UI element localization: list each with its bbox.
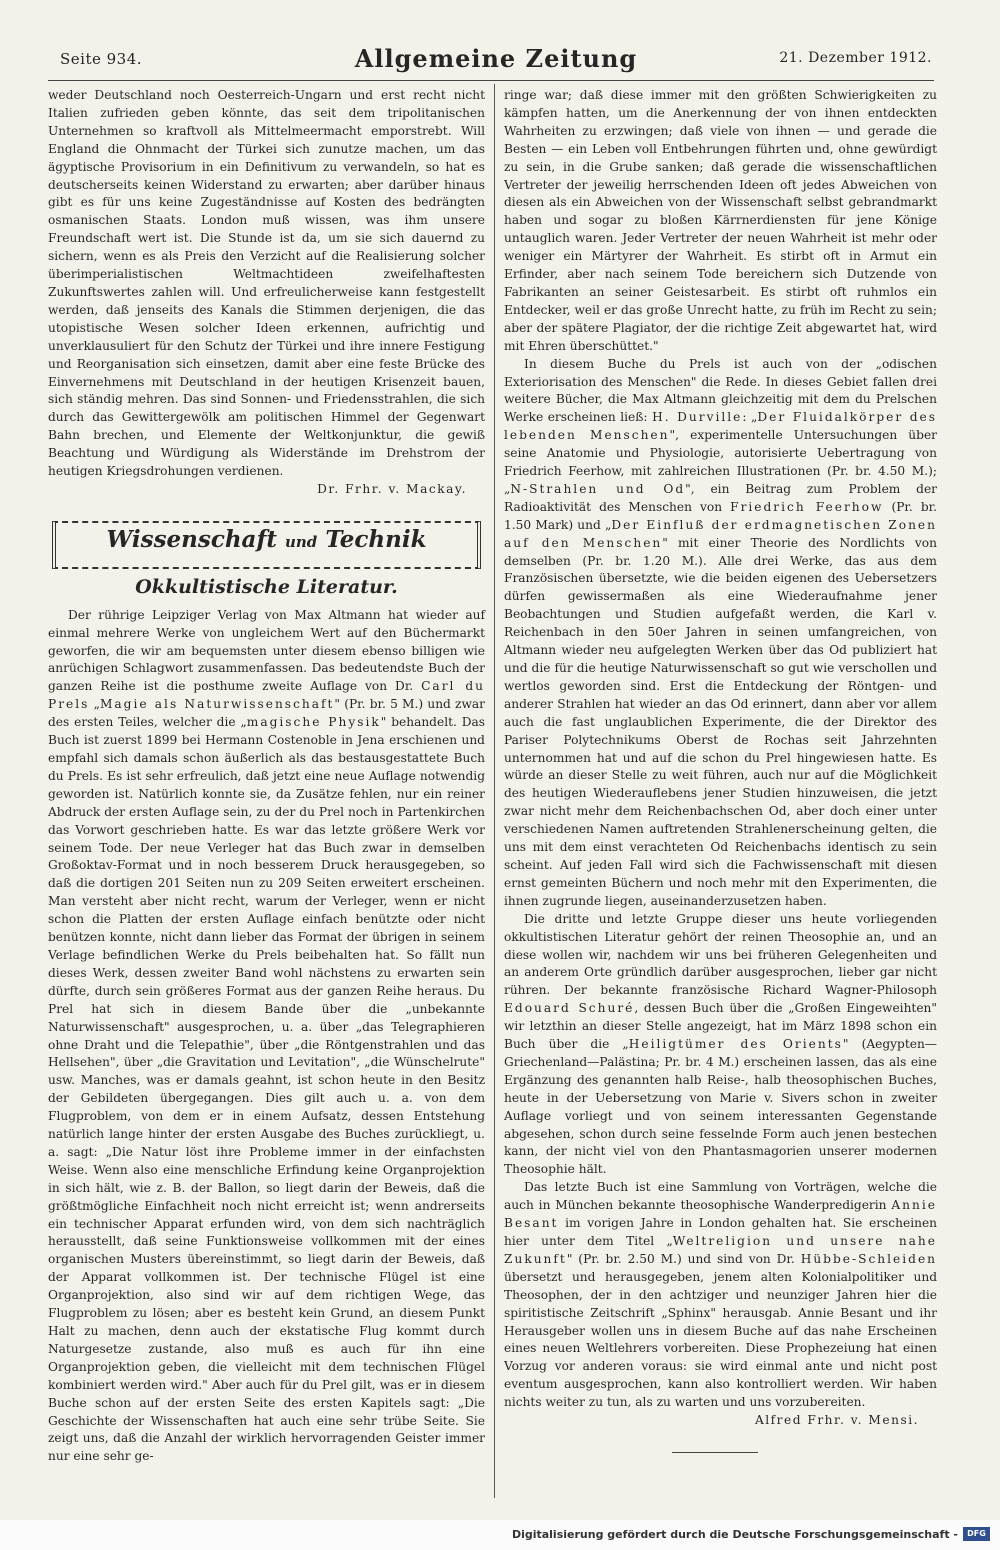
text-run: (Pr. br. 1.50 Mark) und „ (504, 499, 937, 532)
text-run: " behandelt. Das Buch ist zuerst 1899 bei Hermann Costenoble in Jena erschienen und empfahl sich damals schon äußerlich als das bestausgestattete Buch du Prels. Es ist sehr erfreulich, daß jetzt eine neue Auflage notwendig geworden ist. Natürlich konnte sie, da Zusätze fehlen, nur ein reiner Abdruck der ersten Auflage sein, zu der du Prel noch in Partenkirchen das Vorwort geschrieben hatte. Es war das letzte größere Werk vor seinem Tode. Der neue Verleger hat das Buch zwar in demselben Großoktav-Format und in noch besserem Druck herausgegeben, so daß die dortigen 201 Seiten nun zu 209 Seiten erweitert erscheinen. Man versteht aber nicht recht, warum der Verleger, wenn er nicht schon die Platten der ersten Auflage einfach benützte oder nicht benützen konnte, nicht dann lieber das Format der übrigen in seinem Verlage befindlichen Werke du Prels beibehalten hat. So fällt nun dieses Werk, dessen zweiter Band wohl nächstens zu erwarten sein dürfte, durch sein größeres Format aus der ganzen Reihe heraus. Du Prel hat sich in diesem Bande über die „unbekannte Naturwissenschaft" ausgesprochen, u. a. über „das Telegraphieren ohne Draht und die Telepathie", über „die Röntgenstrahlen und das Hellsehen", über „die Gravitation und Levitation", „die Wünschelrute" usw. Manches, was er damals geahnt, ist schon heute in den Besitz der Gebildeten übergegangen. Dies gilt auch u. a. von dem Flugproblem, von dem er in einem Aufsatz, dessen Entstehung natürlich lange hinter der ersten Ausgabe des Buches zurückliegt, u. a. sagt: „Die Natur löst ihre Probleme immer in der einfachsten Weise. Wenn also eine menschliche Erfindung keine Organprojektion in sich hält, wie z. B. der Ballon, so liegt darin der Beweis, daß die größtmögliche Einfachheit noch nicht erreicht ist; wenn andrerseits ein technischer Apparat erfunden wird, von dem sich nachträglich herausstellt, daß seine Funktionsweise vollkommen mit der eines organischen Musters übereinstimmt, so liegt darin der Beweis, daß der Apparat vollkommen ist. Der technische Flügel ist eine Organprojektion, also sind wir auf dem richtigen Wege, das Flugproblem zu lösen; aber es besteht kein Grund, an diesem Punkt Halt zu machen, denn auch der ekstatische Flug kommt durch Naturgesetze zustande, also muß es auch für ihn eine Organprojektion geben, die vielleicht mit dem technischen Flügel kombiniert werden wird." Aber auch für du Prel gilt, was er in diesem Buche schon auf der ersten Seite des ersten Kapitels sagt: „Die Geschichte der Wissenschaften hat auch eine sehr trübe Seite. Sie zeigt uns, daß die Anzahl der wirklich hervorragenden Geister immer nur eine sehr ge- (48, 715, 485, 1464)
text-run: ", ein Beitrag zum Problem der Radioaktivität des Menschen von (504, 481, 937, 514)
text-run: Der rührige Leipziger Verlag von Max Altmann hat wieder auf einmal mehrere Werke von ungleichem Wert auf den Büchermarkt geworfen, die wir am bequemsten unter diesem ebenso billigen wie anrüchigen Schlagwort zusammenfassen. Das bedeutendste Buch der ganzen Reihe ist die posthume zweite Auflage von Dr. (48, 607, 485, 694)
text-run: im vorigen Jahre in London gehalten hat. Sie erscheinen hier unter dem Titel „ (504, 1216, 938, 1248)
book-title: Heiligtümer des Orients (628, 1037, 843, 1052)
text-run: Das letzte Buch ist eine Sammlung von Vorträgen, welche die auch in München bekannte theosophische Wanderpredigerin (504, 1180, 937, 1213)
book-title: Weltreligion und unsere nahe Zukunft (504, 1234, 937, 1266)
author-name: Hübbe-Schleiden (800, 1251, 938, 1266)
signature-mackay: Dr. Frhr. v. Mackay. (317, 481, 467, 496)
page-header (60, 44, 932, 78)
left-paragraph-1: weder Deutschland noch Oesterreich-Ungarn und erst recht nicht Italien zufrieden geben könnte, das seit dem tripolitanischen Unternehmen so kraftvoll als Mittelmeermacht emporstrebt. Will England die Ohnmacht der Türkei sich zunutze machen, um das ägyptische Provisorium in ein Definitivum zu verwandeln, so hat es deutscherseits keinen Widerstand zu erwarten; aber darüber hinaus gibt es für uns keine Zugeständnisse auf Kosten des bedrängten osmanischen Staats. London muß wissen, was ihm unsere Freundschaft wert ist. Die Stunde ist da, um sie sich dauernd zu sichern, wenn es als Preis den Verzicht auf die Realisierung solcher überimperialistischen Weltmachtideen zweifelhaftesten Zukunftswertes zahlen will. Und erfreulicherweise kann festgestellt werden, daß jenseits des Kanals die Stimmen derjenigen, die das utopistische Wesen solcher Ideen erkennen, aufrichtig und unverklausuliert für den Schutz der Türkei und ihre innere Festigung und Reorganisation sich einsetzen, damit aber eine feste Brücke des Einvernehmens mit Deutschland in der heutigen Krisenzeit bauen, sich ständig mehren. Das sind Sonnen- und Friedensstrahlen, die sich durch das Gewittergewölk am politischen Himmel der Gegenwart Bahn brechen, und Elemente der Weltkonjunktur, die gewiß Beachtung und Würdigung als Widerstände im Drehstrom der heutigen Kriegsdrohungen verdienen. (48, 88, 485, 479)
page-number: Seite 934. (60, 50, 143, 68)
right-paragraph-1: ringe war; daß diese immer mit den größten Schwierigkeiten zu kämpfen hatten, um die Anerkennung der von ihnen entdeckten Wahrheiten zu erzwingen; daß viele von ihnen — und gerade die Besten — ein Leben voll Entbehrungen führten und, ohne gewürdigt zu sein, in die Grube sanken; daß gerade die wissenschaftlichen Vertreter der jeweilig herrschenden Ideen oft jedes Abweichen von diesen als ein Abweichen von der Wissenschaft selbst gebrandmarkt haben und sogar zu bloßen Kärrnerdiensten für jene Könige untauglich waren. Jeder Vertreter der neuen Wahrheit ist mehr oder weniger ein Märtyrer der Wahrheit. Es stirbt oft in Armut ein Erfinder, aber nach seinem Tode bereichern sich Dutzende von Fabrikanten an seiner Geistesarbeit. Es stirbt oft ruhmlos ein Entdecker, weil er das große Unrecht hatte, zu früh im Recht zu sein; aber der spätere Plagiator, der die richtige Zeit abgewartet hat, wird mit Ehren überschüttet." (504, 88, 937, 353)
book-title: Der Einfluß der erdmagnetischen Zonen auf den Menschen (504, 517, 937, 550)
masthead: Allgemeine Zeitung (354, 44, 638, 73)
right-paragraph-4 (504, 1179, 937, 1412)
issue-date: 21. Dezember 1912. (779, 50, 932, 66)
article-title: Okkultistische Literatur. (135, 575, 398, 598)
right-paragraph-3 (504, 911, 937, 1180)
column-divider (494, 84, 495, 1498)
right-paragraph-2 (504, 356, 937, 911)
section-heading (52, 525, 481, 553)
funding-credit: Digitalisierung gefördert durch die Deutsche Forschungsgemeinschaft - (511, 1528, 958, 1541)
book-title: Der Fluidalkörper des lebenden Menschen (504, 410, 937, 443)
text-run: „ (93, 697, 100, 712)
text-run: übersetzt und herausgegeben, jenem alten Kolonialpolitiker und Theosophen, der in den achtziger und neunziger Jahren hier die spiritistische Zeitschrift „Sphinx" herausgab. Annie Besant und ihr Herausgeber wollen uns in diesem Buche auf das nahe Erscheinen eines neuen Weltlehrers vorbereiten. Diese Prophezeiung hat einen Vorzug vor anderen voraus: sie wird einmal ante und nicht post eventum ausgesprochen, kann also kontrolliert werden. Wir haben nichts weiter zu tun, als zu warten und uns vorzubereiten. (504, 1269, 937, 1410)
text-run: " (Aegypten—Griechenland—Palästina; Pr. br. 4 M.) erscheinen lassen, das als eine Ergänzung des genannten halb Reise-, halb theosophischen Buches, heute in der Uebersetzung von Marie v. Sivers schon in zweiter Auflage vorliegt und von seinem interessanten Gegenstande abgesehen, schon durch seine fesselnde Form auch jenen bestechen kann, der nicht viel von den Phantasmagorien unserer modernen Theosophie hält. (504, 1037, 937, 1177)
text-run: , dessen Buch über die „Großen Eingeweihten" wir letzthin an dieser Stelle angezeigt, hat im März 1898 schon ein Buch über die „ (504, 1001, 937, 1052)
section-box (52, 521, 481, 569)
left-paragraph-2 (48, 607, 485, 1467)
section-heading-word-2: und (284, 532, 318, 551)
book-title: Magie als Naturwissenschaft (99, 697, 335, 712)
text-run: ", experimentelle Untersuchungen über seine Anatomie und Physiologie, autorisierte Uebertragung von Friedrich Feerhow, mit zahlreichen Illustrationen (Pr. br. 4.50 M.); „ (504, 428, 937, 496)
book-title: N-Strahlen und Od (510, 481, 686, 496)
text-run: In diesem Buche du Prels ist auch von der „odischen Exteriorisation des Menschen" die Rede. In dieses Gebiet fallen drei weitere Bücher, die Max Altmann gleichzeitig mit dem du Prelschen Werke erscheinen ließ: (504, 356, 937, 425)
signature-mensi: Alfred Frhr. v. Mensi. (754, 1413, 919, 1428)
dfg-logo: DFG (963, 1527, 990, 1541)
end-rule (672, 1452, 758, 1453)
author-name: H. Durville (652, 410, 743, 425)
author-name: Carl du Prels (48, 679, 485, 712)
section-heading-word-1: Wissenschaft (106, 525, 277, 553)
text-run: " (Pr. br. 5 M.) und zwar des ersten Teiles, welcher die „ (48, 697, 485, 730)
header-rule (48, 80, 934, 81)
section-heading-word-3: Technik (325, 525, 427, 553)
author-name: Friedrich Feerhow (730, 499, 884, 514)
author-name: Edouard Schuré (504, 1001, 635, 1016)
text-run: Die dritte und letzte Gruppe dieser uns heute vorliegenden okkultistischen Literatur gehört der reinen Theosophie an, und an diese wollen wir, nachdem wir uns bei früheren Gelegenheiten und an anderem Orte gründlich darüber ausgesprochen, lieber gar nicht rühren. Der bekannte französische Richard Wagner-Philosoph (504, 911, 937, 998)
text-run: : „ (742, 410, 758, 425)
text-run: " (Pr. br. 2.50 M.) und sind von Dr. (566, 1251, 795, 1266)
digitization-footer (0, 1520, 1000, 1550)
author-name: Annie Besant (504, 1198, 937, 1231)
text-run: " mit einer Theorie des Nordlichts von demselben (Pr. br. 1.20 M.). Alle drei Werke, das aus dem Französischen übersetzte, wie die beiden eigenen des Uebersetzers dürfen gewissermaßen als eine Wiederaufnahme jener Beobachtungen und Studien aufgefaßt werden, die Karl v. Reichenbach in den 50er Jahren in seinen umfangreichen, von Altmann wieder neu aufgelegten Werken über das Od publiziert hat und die für die heutige Naturwissenschaft so gut wie verschollen und wertlos geworden sind. Erst die Entdeckung der Röntgen- und anderer Strahlen hat wieder an das Od erinnert, dann aber vor allem auch die fast unglaublichen Experimente, die der Direktor des Pariser Polytechnikums Oberst de Rochas seit Jahrzehnten unternommen hat und auf die schon du Prel hingewiesen hatte. Es würde an dieser Stelle zu weit führen, auch nur auf die Möglichkeit des heutigen Wiederauflebens jener Studien hinzuweisen, die jetzt zwar nicht mehr dem Reichenbachschen Od, aber doch einer unter verschiedenen Namen auftretenden Strahlenerscheinung gelten, die uns mit dem einst verachteten Od Reichenbachs identisch zu sein scheint. Auf jeden Fall wird sich die Fachwissenschaft mit diesen ernst gemeinten Büchern und noch mehr mit den Experimenten, die ihnen zugrunde liegen, auseinanderzusetzen haben. (504, 535, 937, 908)
book-subtitle: magische Physik (246, 715, 381, 730)
left-column (48, 87, 485, 1466)
right-column (504, 87, 937, 1430)
